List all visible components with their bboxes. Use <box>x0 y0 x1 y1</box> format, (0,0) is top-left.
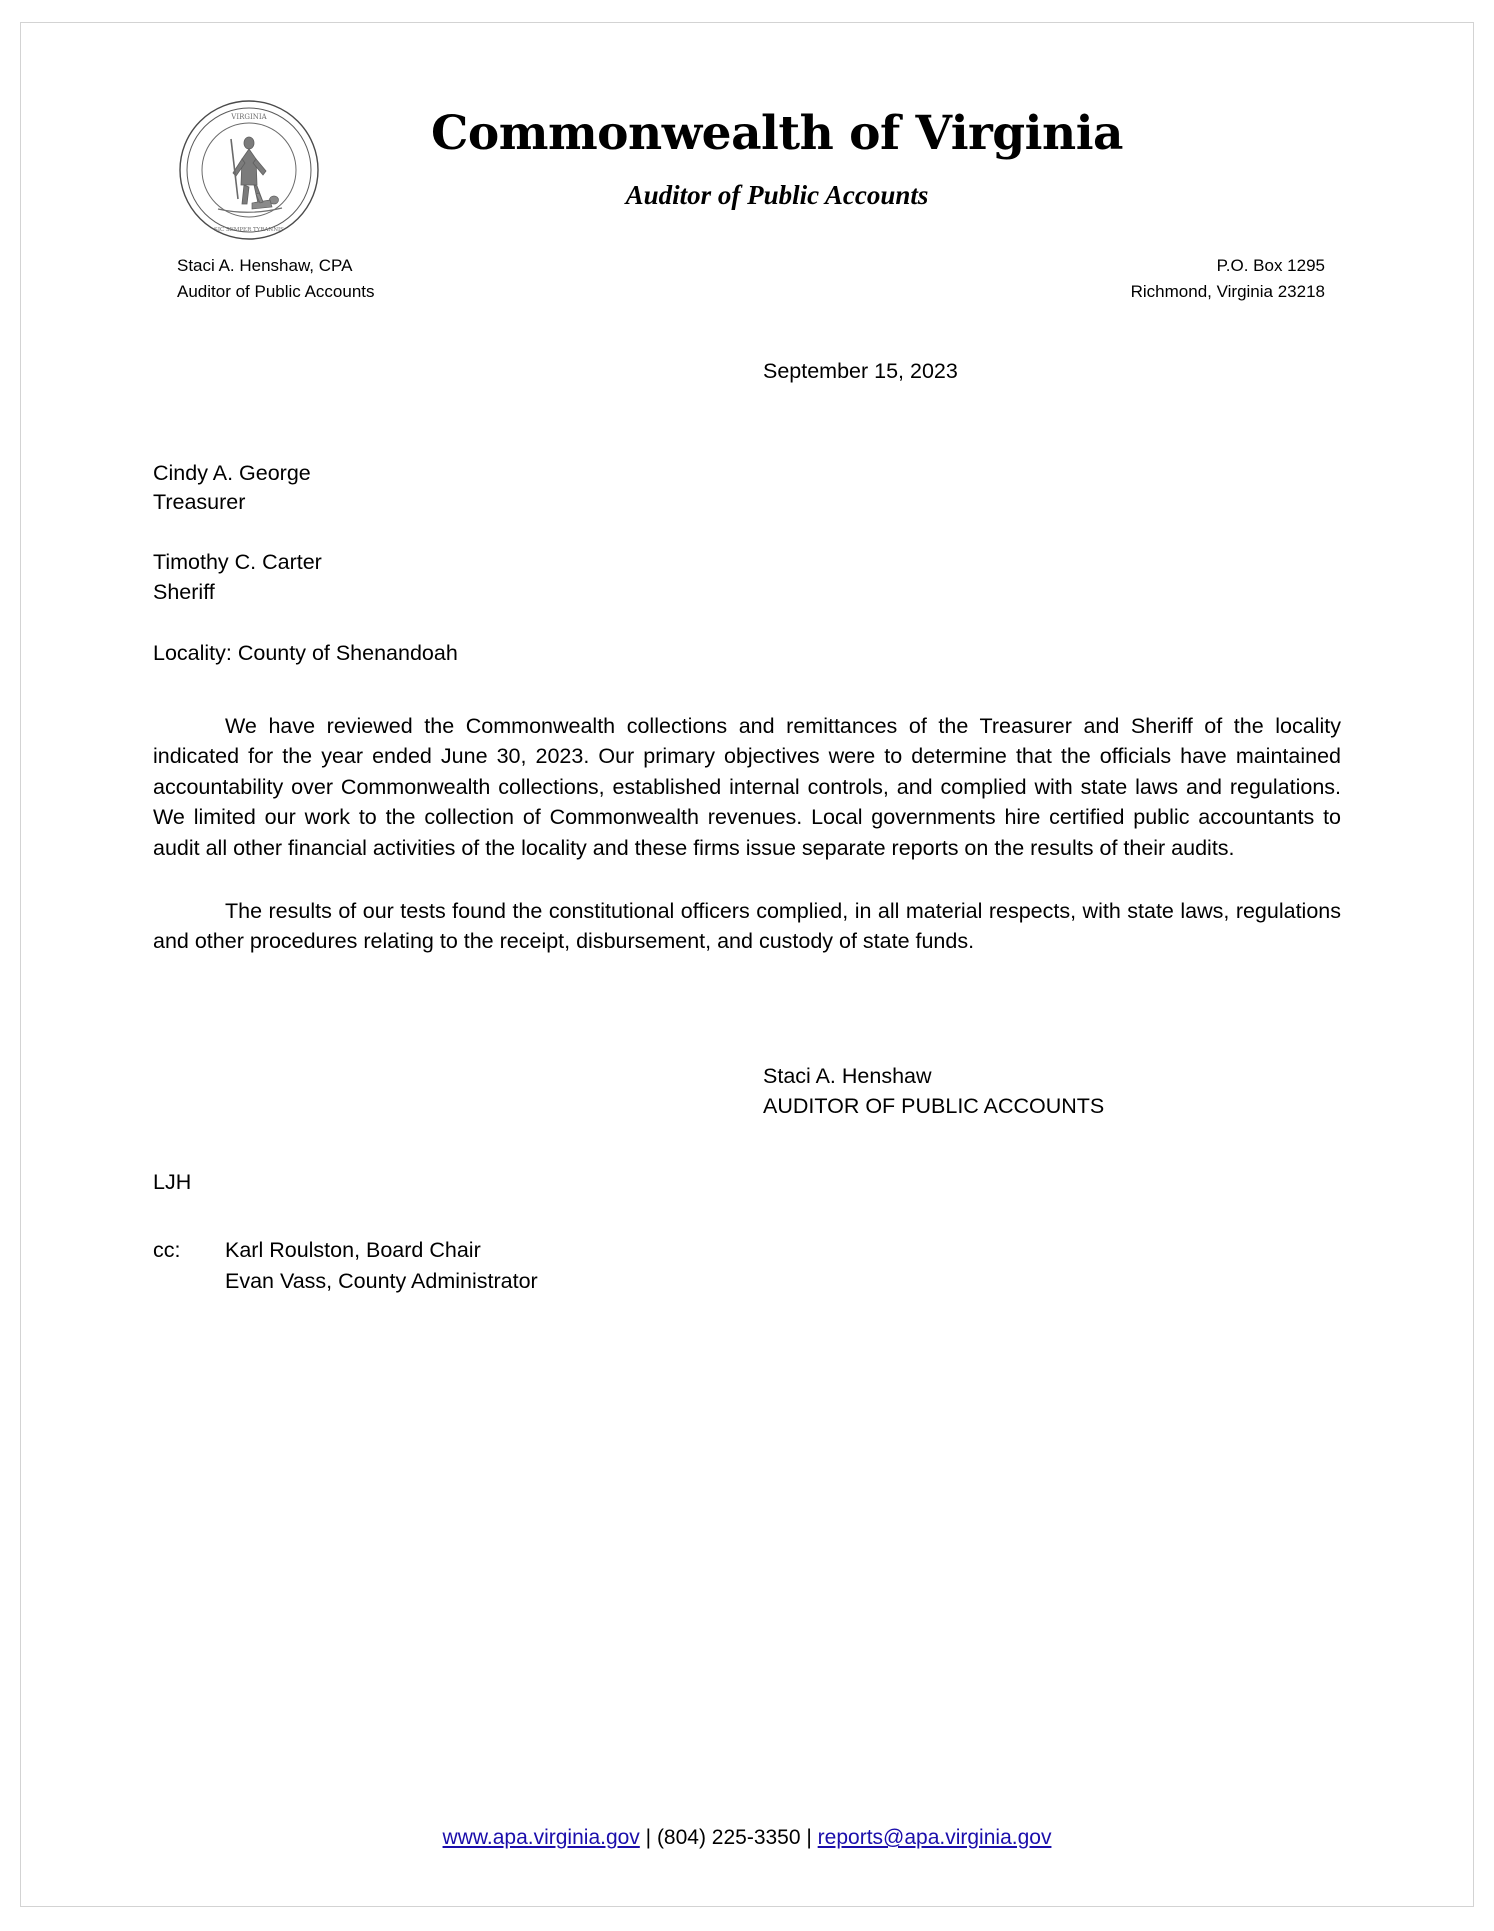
footer-phone: (804) 225-3350 <box>656 1826 801 1849</box>
cc-recipient-2: Evan Vass, County Administrator <box>225 1268 538 1293</box>
page-title: Commonwealth of Virginia <box>430 106 1124 161</box>
footer-separator-1: | <box>639 1826 657 1849</box>
email-link[interactable]: reports@apa.virginia.gov <box>817 1826 1052 1849</box>
preparer-initials: LJH <box>153 1169 192 1194</box>
cc-label: cc: <box>153 1238 181 1263</box>
svg-text:VIRGINIA: VIRGINIA <box>231 113 267 121</box>
auditor-name: Staci A. Henshaw, CPA <box>177 256 353 275</box>
recipient-1-name: Cindy A. George <box>153 460 311 485</box>
virginia-state-seal-icon <box>178 99 320 241</box>
signature-title: AUDITOR OF PUBLIC ACCOUNTS <box>763 1094 1105 1119</box>
page-footer <box>21 1826 1473 1850</box>
svg-text:SIC SEMPER TYRANNIS: SIC SEMPER TYRANNIS <box>214 227 284 233</box>
recipient-1-title: Treasurer <box>153 490 246 515</box>
paragraph-results: The results of our tests found the constitutional officers complied, in all material respects, with state laws, regulations and other procedures relating to the receipt, disbursement, and custody of state funds. <box>153 898 1341 954</box>
signature-name: Staci A. Henshaw <box>763 1063 932 1088</box>
recipient-2-title: Sheriff <box>153 579 215 604</box>
letterhead-contact <box>153 253 1341 311</box>
locality-line: Locality: County of Shenandoah <box>153 641 458 666</box>
letterhead <box>153 75 1341 245</box>
address-po-box: P.O. Box 1295 <box>1216 256 1325 275</box>
signature-block <box>763 1061 1341 1122</box>
recipient-2-name: Timothy C. Carter <box>153 549 322 574</box>
cc-block <box>153 1235 1341 1296</box>
address-city-state-zip: Richmond, Virginia 23218 <box>1130 282 1325 302</box>
cc-recipient-1: Karl Roulston, Board Chair <box>225 1238 481 1263</box>
footer-separator-2: | <box>800 1826 818 1849</box>
letter-date: September 15, 2023 <box>763 359 958 383</box>
letter-body <box>153 357 1341 1296</box>
letter-page <box>20 22 1474 1907</box>
auditor-title: Auditor of Public Accounts <box>177 282 375 302</box>
paragraph-scope: We have reviewed the Commonwealth collections and remittances of the Treasurer and Sheriff of the locality indicated for the year ended June 30, 2023. Our primary objectives were to determine that the officials have maintained accountability over Commonwealth collections, established internal controls, and complied with state laws and regulations. We limited our work to the collection of Commonwealth revenues. Local governments hire certified public accountants to audit all other financial activities of the locality and these firms issue separate reports on the results of their audits. <box>153 713 1341 860</box>
recipient-block <box>153 459 1341 669</box>
page-subtitle: Auditor of Public Accounts <box>625 180 929 211</box>
website-link[interactable]: www.apa.virginia.gov <box>442 1826 640 1849</box>
